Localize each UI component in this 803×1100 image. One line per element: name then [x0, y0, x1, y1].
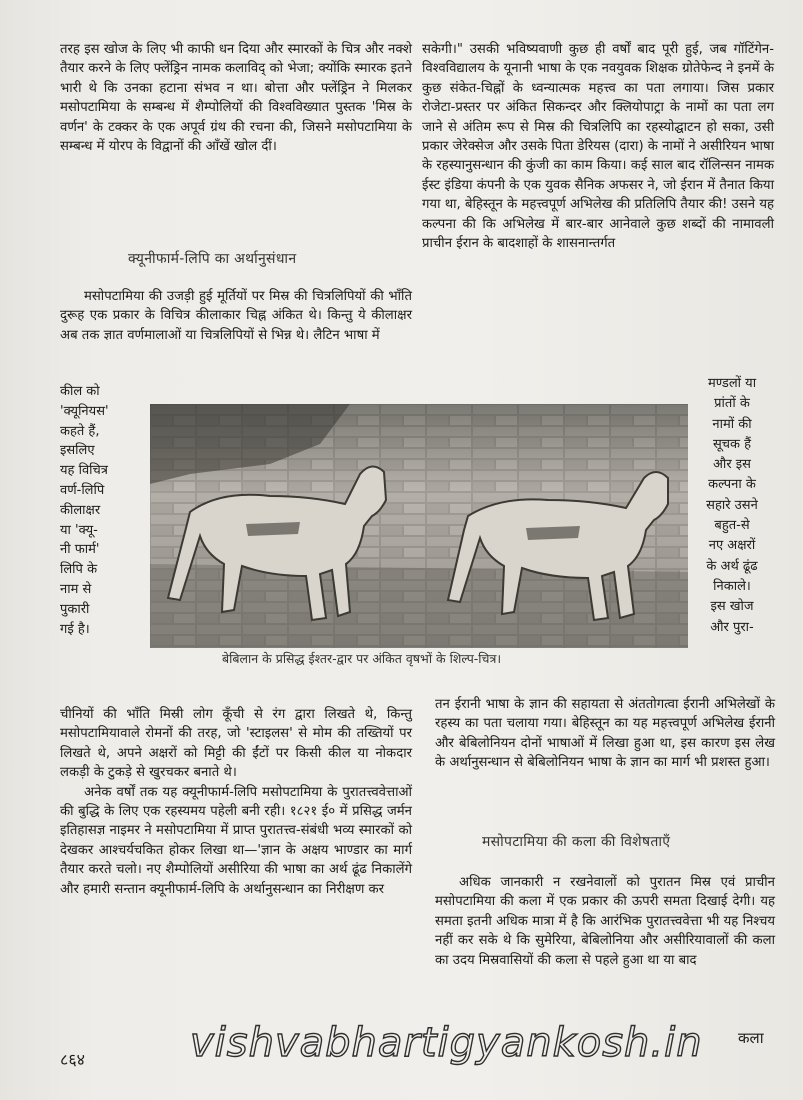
wrap-line: कल्पना के — [708, 477, 756, 493]
wrap-line: नए अक्षरों — [708, 538, 756, 554]
wrap-line: कहते हैं, — [60, 423, 100, 439]
wrap-line: 'क्यूनियस' — [60, 403, 109, 419]
wrap-line: निकाले। — [713, 578, 751, 594]
catchword: कला — [738, 1029, 764, 1047]
wrap-line: नी फार्म' — [60, 542, 100, 558]
wrap-line: या 'क्यू- — [60, 522, 98, 538]
watermark-text: vishvabhartigyankosh.in — [190, 1020, 703, 1066]
wrap-line: नाम से — [60, 581, 92, 597]
right-column-top-text: सकेगी।" उसकी भविष्यवाणी कुछ ही वर्षों बाद पूरी हुई, जब गॉटिंगेन-विश्वविद्यालय के यूनानी भाषा के एक नवयुवक शिक्षक ग्रोतेफेन्द ने इनमें के कुछ संकेत-चिह्नों के ध्वन्यात्मक महत्त्व का पता लगाया। जिस प्रकार रोजेटा-प्रस्तर पर अंकित सिकन्दर और क्लियोपाट्रा के नामों का पता लग जाने से अंतिम रूप से मिस्र की चित्रलिपि का रहस्योद्घाटन हो सका, उसी प्रकार जेरेक्सेज और उसके पिता डेरियस (दारा) के नामों ने असीरियन भाषा के रहस्यानुसन्धान की कुंजी का काम किया। कई साल बाद रॉलिन्सन नामक ईस्ट इंडिया कंपनी के एक युवक सैनिक अफसर ने, जो ईरान में तैनात किया गया था, बेहिस्तून के महत्त्वपूर्ण अभिलेख की प्रतिलिपि तैयार की! उसने यह कल्पना की कि अभिलेख में बार-बार आनेवाले कुछ शब्दों की नामावली प्राचीन ईरान के बादशाहों के शासनान्तर्गत — [422, 42, 774, 252]
left-wrap-text — [60, 382, 140, 639]
wrap-line: नामों की — [712, 416, 752, 432]
wrap-line: के अर्थ ढूंढ — [706, 558, 758, 574]
left-column-top-text: तरह इस खोज के लिए भी काफी धन दिया और स्मारकों के चित्र और नक्शे तैयार करने के लिए फ्लेंड्रिन नामक कलाविद् को भेजा; क्योंकि स्मारक इतने भारी थे कि उनका हटाना संभव न था। बोत्ता और फ्लेंड्रिन ने मिलकर मसोपटामिया के सम्बन्ध में शैम्पोलियों की विश्वविख्यात पुस्तक 'मिस्र के वर्णन' के टक्कर के एक अपूर्व ग्रंथ की रचना की, जिसने मसोपटामिया के सम्बन्ध में योरप के विद्वानों की आँखें खोल दीं। — [60, 42, 412, 155]
ishtar-gate-bull-relief-image — [150, 404, 688, 648]
right-column-bottom-text: अधिक जानकारी न रखनेवालों को पुरातन मिस्र एवं प्राचीन मसोपटामिया की कला में एक प्रकार की ऊपरी समता दिखाई देगी। यह समता इतनी अधिक मात्रा में है कि आरंभिक पुरातत्त्ववेत्ता भी यह निश्चय नहीं कर सके थे कि सुमेरिया, बेबिलोनिया और असीरियावालों की कला का उदय मिस्रवासियों की कला से पहले हुआ था या बाद — [435, 875, 775, 968]
section-heading-art: मसोपटामिया की कला की विशेषताएँ — [482, 834, 671, 850]
right-wrap-text — [690, 374, 774, 638]
wrap-line: और इस — [713, 457, 751, 473]
wrap-line: सूचक हैं — [712, 436, 752, 452]
wrap-line: बहुत-से — [714, 518, 750, 534]
wrap-line: सहारे उसने — [706, 497, 758, 513]
paragraph: चीनियों की भाँति मिस्री लोग कूँची से रंग द्वारा लिखते थे, किन्तु मसोपटामियावाले रोमनों की तरह, जो 'स्टाइलस' से मोम की तख्तियों पर लिखते थे, अपने अक्षरों को मिट्टी की ईंटों पर किसी कील या नोकदार लकड़ी के टुकड़े से खुरचकर बनाते थे। — [60, 707, 412, 781]
section-heading-cuneiform: क्यूनीफार्म-लिपि का अर्थानुसंधान — [128, 251, 297, 267]
wrap-line: इसलिए — [60, 443, 95, 459]
wrap-line: पुकारी — [60, 601, 90, 617]
wrap-line: कील को — [60, 384, 100, 399]
wrap-line: और पुरा- — [710, 619, 754, 635]
wrap-line: कीलाक्षर — [60, 502, 101, 518]
left-column-paragraph: मसोपटामिया की उजड़ी हुई मूर्तियों पर मिस्र की चित्रलिपियों की भाँति दुरूह एक प्रकार के विचित्र कीलाकार चिह्न अंकित थे। किन्तु ये कीलाक्षर अब तक ज्ञात वर्णमालाओं या चित्रलिपियों से भिन्न थे। लैटिन भाषा में — [60, 289, 412, 343]
right-column-mid-text: तन ईरानी भाषा के ज्ञान की सहायता से अंततोगत्वा ईरानी अभिलेखों के रहस्य का पता चलाया गया। बेहिस्तून का यह महत्त्वपूर्ण अभिलेख ईरानी और बेबिलोनियन दोनों भाषाओं में लिखा हुआ था, इस कारण इस लेख के अर्थानुसन्धान से बेबिलोनियन भाषा के ज्ञान का मार्ग भी प्रशस्त हुआ। — [435, 697, 775, 771]
wrap-line: प्रांतों के — [714, 396, 750, 412]
figure-caption: बेबिलान के प्रसिद्ध ईश्तर-द्वार पर अंकित वृषभों के शिल्प-चित्र। — [222, 651, 502, 666]
wrap-line: लिपि के — [60, 562, 98, 578]
wrap-line: वर्ण-लिपि — [60, 482, 105, 498]
left-column-bottom-text — [60, 705, 412, 899]
wrap-line: यह विचित्र — [60, 463, 108, 479]
wrap-line: इस खोज — [710, 599, 754, 615]
paragraph: अनेक वर्षों तक यह क्यूनीफार्म-लिपि मसोपटामिया के पुरातत्त्ववेत्ताओं की बुद्धि के लिए एक रहस्यमय पहेली बनी रही। १८२१ ई० में प्रसिद्ध जर्मन इतिहासज्ञ नाइमर ने मसोपटामिया में प्राप्त पुरातत्त्व-संबंधी भव्य स्मारकों को देखकर आश्चर्यचकित होकर लिखा था—'ज्ञान के अक्षय भाण्डार का मार्ग तैयार करते चलो। नए शैम्पोलियों असीरिया की भाषा का अर्थ ढूंढ निकालेंगे और हमारी सन्तान क्यूनीफार्म-लिपि के अर्थानुसन्धान का निरीक्षण कर — [60, 784, 412, 897]
wrap-line: मण्डलों या — [707, 376, 757, 391]
wrap-line: गई है। — [60, 621, 90, 637]
page-number: ८६४ — [60, 1050, 85, 1069]
